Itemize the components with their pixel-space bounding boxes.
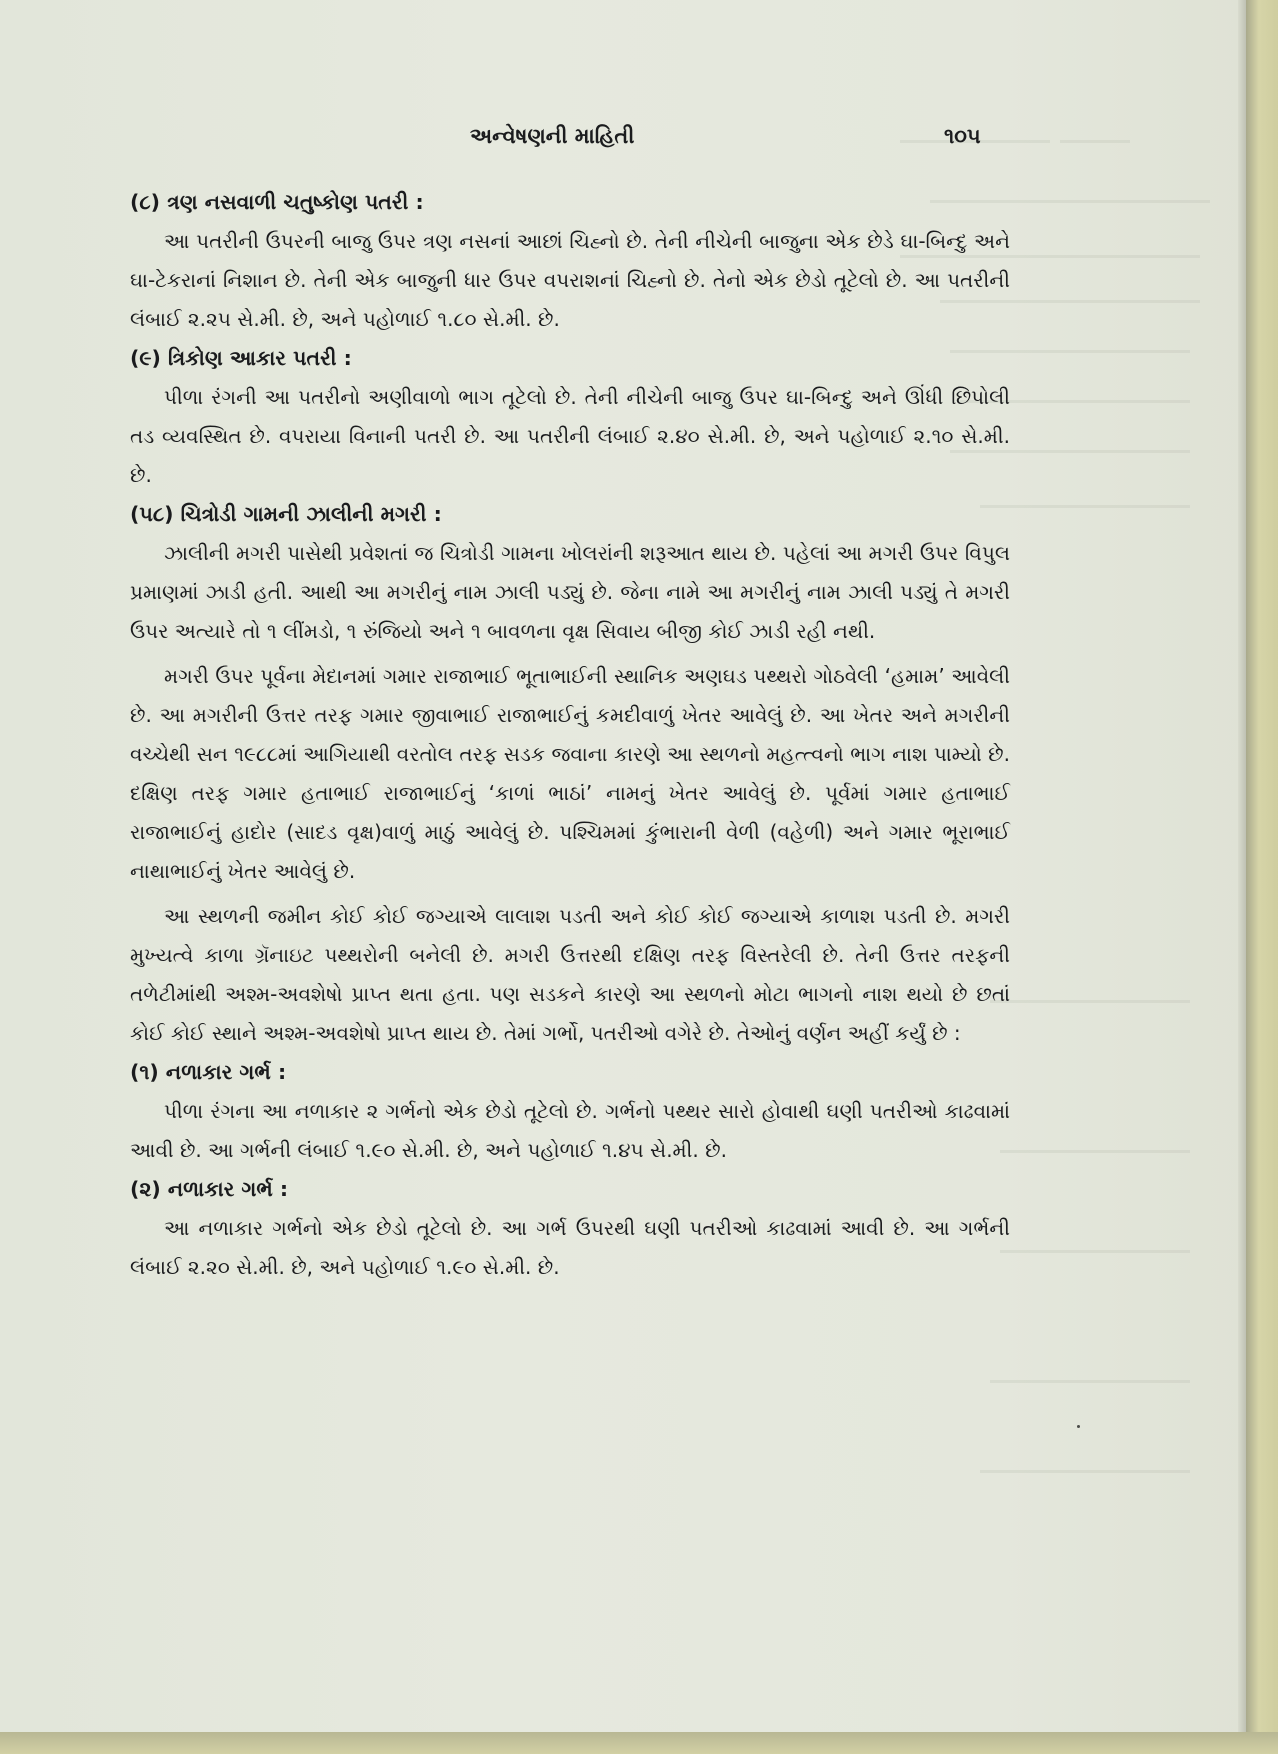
section-heading: (૮) ત્રણ નસવાળી ચતુષ્કોણ પતરી : (130, 190, 424, 214)
paragraph: મગરી ઉપર પૂર્વના મેદાનમાં ગમાર રાજાભાઈ ભૂતાભાઈની સ્થાનિક અણઘડ પથ્થરો ગોઠવેલી ‘હમામ’ આવેલી છે. આ મગરીની ઉત્તર તરફ ગમાર જીવાભાઈ રાજાભાઈનું કમદીવાળું ખેતર આવેલું છે. આ ખેતર અને મગરીની વચ્ચેથી સન ૧૯૮૮માં આગિયાથી વરતોલ તરફ સડક જવાના કારણે આ સ્થળનો મહત્ત્વનો ભાગ નાશ પામ્યો છે. દક્ષિણ તરફ ગમાર હતાભાઈ રાજાભાઈનું ‘કાળાં ભાઠાં’ નામનું ખેતર આવેલું છે. પૂર્વમાં ગમાર હતાભાઈ રાજાભાઈનું હાદોર (સાદડ વૃક્ષ)વાળું માઠું આવેલું છે. પશ્ચિમમાં કુંભારાની વેળી (વહેળી) અને ગમાર ભૂરાભાઈ નાથાભાઈનું ખેતર આવેલું છે. (130, 664, 1010, 883)
paragraph: આ સ્થળની જમીન કોઈ કોઈ જગ્યાએ લાલાશ પડતી અને કોઈ કોઈ જગ્યાએ કાળાશ પડતી છે. મગરી મુખ્યત્વે કાળા ગ્રૅનાઇટ પથ્થરોની બનેલી છે. મગરી ઉત્તરથી દક્ષિણ તરફ વિસ્તરેલી છે. તેની ઉત્તર તરફની તળેટીમાંથી અશ્મ-અવશેષો પ્રાપ્ત થતા હતા. પણ સડકને કારણે આ સ્થળનો મોટા ભાગનો નાશ થયો છે છતાં કોઈ કોઈ સ્થાને અશ્મ-અવશેષો પ્રાપ્ત થાય છે. તેમાં ગર્ભો, પતરીઓ વગેરે છે. તેઓનું વર્ણન અહીં કર્યું છે : (130, 904, 1010, 1045)
backing-board (1246, 0, 1278, 1754)
running-title: અન્વેષણની માહિતી (470, 124, 635, 148)
paragraph: ઝાલીની મગરી પાસેથી પ્રવેશતાં જ ચિત્રોડી ગામના ખોલરાંની શરૂઆત થાય છે. પહેલાં આ મગરી ઉપર વિપુલ પ્રમાણમાં ઝાડી હતી. આથી આ મગરીનું નામ ઝાલી પડ્યું છે. જેના નામે આ મગરીનું નામ ઝાલી પડ્યું તે મગરી ઉપર અત્યારે તો ૧ લીંમડો, ૧ રુંજિયો અને ૧ બાવળના વૃક્ષ સિવાય બીજી કોઈ ઝાડી રહી નથી. (130, 541, 1010, 643)
paragraph: આ પતરીની ઉપરની બાજુ ઉપર ત્રણ નસનાં આછાં ચિહ્નો છે. તેની નીચેની બાજુના એક છેડે ઘા-બિન્દુ અને ઘા-ટેકરાનાં નિશાન છે. તેની એક બાજુની ધાર ઉપર વપરાશનાં ચિહ્નો છે. તેનો એક છેડો તૂટેલો છે. આ પતરીની લંબાઈ ૨.૨૫ સે.મી. છે, અને પહોળાઈ ૧.૮૦ સે.મી. છે. (130, 229, 1010, 331)
bottom-strip (0, 1732, 1278, 1754)
paragraph: આ નળાકાર ગર્ભનો એક છેડો તૂટેલો છે. આ ગર્ભ ઉપરથી ઘણી પતરીઓ કાઢવામાં આવી છે. આ ગર્ભની લંબાઈ ૨.૨૦ સે.મી. છે, અને પહોળાઈ ૧.૯૦ સે.મી. છે. (130, 1216, 1010, 1279)
paragraph: પીળા રંગની આ પતરીનો અણીવાળો ભાગ તૂટેલો છે. તેની નીચેની બાજુ ઉપર ઘા-બિન્દુ અને ઊંધી છિપોલી તડ વ્યવસ્થિત છે. વપરાયા વિનાની પતરી છે. આ પતરીની લંબાઈ ૨.૪૦ સે.મી. છે, અને પહોળાઈ ૨.૧૦ સે.મી. છે. (130, 385, 1010, 487)
section-heading: (૨) નળાકાર ગર્ભ : (130, 1177, 289, 1201)
section-heading: (૫૮) ચિત્રોડી ગામની ઝાલીની મગરી : (130, 502, 442, 526)
running-header (0, 124, 1246, 160)
speck-mark (1077, 1425, 1080, 1428)
page-edge (1238, 0, 1246, 1732)
paragraph: પીળા રંગના આ નળાકાર ૨ ગર્ભનો એક છેડો તૂટેલો છે. ગર્ભનો પથ્થર સારો હોવાથી ઘણી પતરીઓ કાઢવામાં આવી છે. આ ગર્ભની લંબાઈ ૧.૯૦ સે.મી. છે, અને પહોળાઈ ૧.૪૫ સે.મી. છે. (130, 1099, 1010, 1162)
body-text (130, 183, 1010, 1287)
section-heading: (૧) નળાકાર ગર્ભ : (130, 1060, 287, 1084)
page-number: ૧૦૫ (944, 124, 981, 148)
section-heading: (૯) ત્રિકોણ આકાર પતરી : (130, 346, 352, 370)
